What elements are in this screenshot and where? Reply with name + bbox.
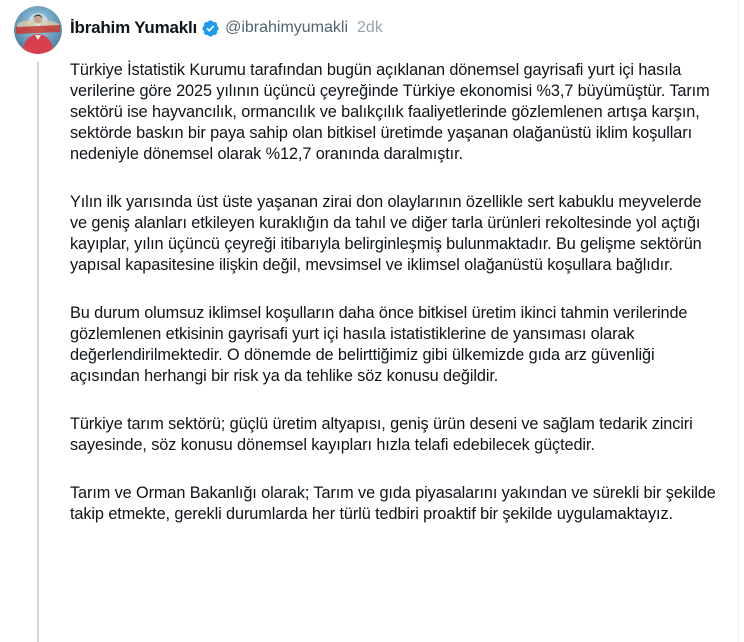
tweet-paragraph: Tarım ve Orman Bakanlığı olarak; Tarım ve gıda piyasalarını yakından ve sürekli bir şekilde takip etmekte, gerekli durumlarda her türlü tedbiri proaktif bir şekilde uygulamaktayız.: [70, 484, 716, 523]
tweet-paragraph: Yılın ilk yarısında üst üste yaşanan zirai don olaylarının özellikle sert kabuklu meyvelerde ve geniş alanları etkileyen kuraklığın da tahıl ve diğer tarla ürünleri rekoltesinde yol açtığı kayıplar, yılın üçüncü çeyreği itibarıyla belirginleşmiş bulunmaktadır. Bu gelişme sektörün yapısal kapasitesine ilişkin değil, mevsimsel ve iklimsel olağanüstü koşullara bağlıdır.: [70, 193, 702, 274]
author-name[interactable]: İbrahim Yumaklı: [70, 18, 198, 37]
avatar-photo: [14, 6, 62, 54]
tweet-body: [70, 60, 716, 525]
verified-badge-icon[interactable]: [201, 19, 220, 38]
tweet-paragraph: Türkiye tarım sektörü; güçlü üretim altyapısı, geniş ürün deseni ve sağlam tedarik zinciri sayesinde, söz konusu dönemsel kayıpları hızla telafi edebilecek güçtedir.: [70, 415, 693, 454]
tweet-timestamp[interactable]: 2dk: [357, 19, 383, 36]
page-right-border: [738, 0, 739, 642]
tweet-content: [70, 6, 716, 642]
avatar[interactable]: [14, 6, 62, 54]
thread-connector-line: [37, 62, 39, 642]
tweet-header: [70, 18, 716, 38]
tweet-paragraph: Türkiye İstatistik Kurumu tarafından bugün açıklanan dönemsel gayrisafi yurt içi hasıla verilerine göre 2025 yılının üçüncü çeyreğinde Türkiye ekonomisi %3,7 büyümüştür. Tarım sektörü ise hayvancılık, ormancılık ve balıkçılık faaliyetlerinde gözlemlenen artışa karşın, sektörde baskın bir paya sahip olan bitkisel üretimde yaşanan olağanüstü iklim koşulları nedeniyle dönemsel olarak %12,7 oranında daralmıştır.: [70, 61, 710, 163]
author-handle[interactable]: @ibrahimyumakli: [225, 19, 349, 36]
avatar-column: [14, 6, 62, 642]
tweet-paragraph: Bu durum olumsuz iklimsel koşulların daha önce bitkisel üretim ikinci tahmin verilerinde gözlemlenen etkisinin gayrisafi yurt içi hasıla istatistiklerine de yansıması olarak değerlendirilmektedir. O dönemde de belirttiğimiz gibi ülkemizde gıda arz güvenliği açısından herhangi bir risk ya da tehlike söz konusu değildir.: [70, 304, 688, 385]
